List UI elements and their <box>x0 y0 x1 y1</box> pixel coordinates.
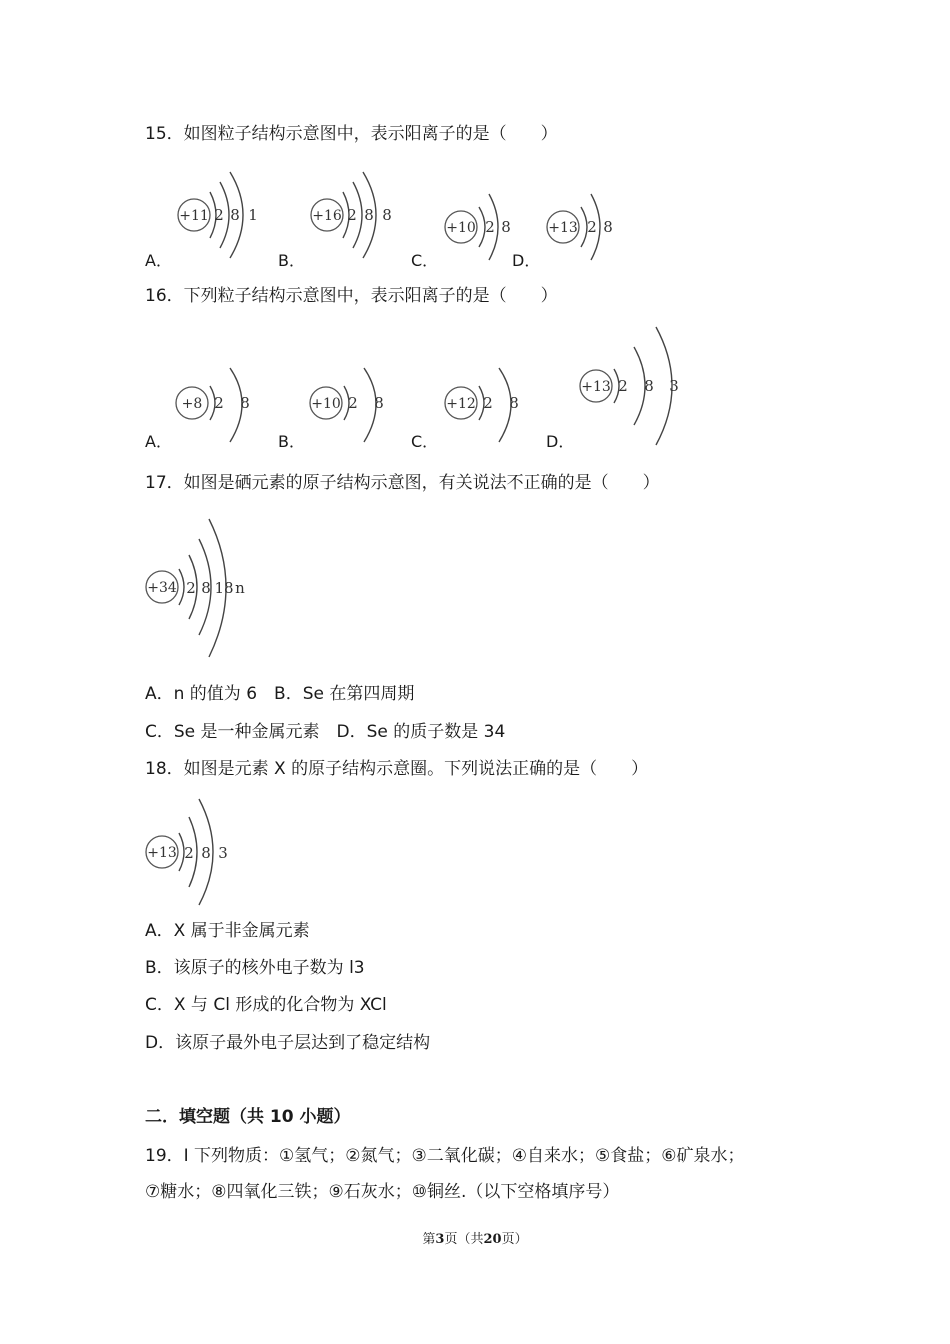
nucleus-charge: +13 <box>548 220 578 236</box>
shell-count: 2 <box>483 394 493 412</box>
shell-count: 8 <box>501 218 511 236</box>
shell-count: 8 <box>201 579 211 597</box>
q17-options-line-2: C．Se 是一种金属元素 D．Se 的质子数是 34 <box>145 722 506 742</box>
shell-count: 8 <box>364 206 374 224</box>
shell-count: 8 <box>603 218 613 236</box>
nucleus-charge: +13 <box>147 845 177 861</box>
shell-count: 2 <box>587 218 597 236</box>
nucleus-charge: +11 <box>179 208 209 224</box>
question-17-stem: 17．如图是硒元素的原子结构示意图，有关说法不正确的是（ ） <box>145 473 660 493</box>
shell-count: 3 <box>218 844 228 862</box>
shell-count: 18 <box>214 579 234 597</box>
q16-option-b-letter: B． <box>278 432 305 451</box>
q16-option-c-letter: C． <box>411 432 439 451</box>
page-footer <box>0 1228 950 1247</box>
q15-diagram-a <box>170 160 290 270</box>
shell-count: 8 <box>240 394 250 412</box>
footer-pre: 第 <box>422 1232 436 1247</box>
shell-count: 3 <box>669 377 679 395</box>
q16-diagram-d <box>576 323 691 448</box>
shell-count: 2 <box>485 218 495 236</box>
question-16-stem: 16．下列粒子结构示意图中，表示阳离子的是（ ） <box>145 286 558 306</box>
nucleus-charge: +12 <box>446 396 476 412</box>
shell-count: 2 <box>214 206 224 224</box>
q15-option-d-letter: D． <box>512 251 541 270</box>
q16-diagram-c <box>441 358 531 448</box>
footer-page-number: 3 <box>435 1232 445 1247</box>
q16-option-a-letter: A． <box>145 432 172 451</box>
shell-count: 2 <box>348 394 358 412</box>
q18-option-c: C．X 与 Cl 形成的化合物为 XCl <box>145 995 387 1015</box>
question-15-stem: 15．如图粒子结构示意图中，表示阳离子的是（ ） <box>145 124 558 144</box>
shell-count: 2 <box>618 377 628 395</box>
q15-option-c-letter: C． <box>411 251 439 270</box>
q17-selenium-diagram <box>143 513 263 663</box>
q18-option-a: A．X 属于非金属元素 <box>145 921 310 941</box>
q18-element-x-diagram <box>143 795 253 910</box>
nucleus-charge: +10 <box>446 220 476 236</box>
nucleus-charge: +34 <box>147 580 177 596</box>
shell-count: 8 <box>230 206 240 224</box>
q15-diagram-b <box>303 160 423 270</box>
shell-count: 2 <box>214 394 224 412</box>
shell-count: 8 <box>374 394 384 412</box>
q16-option-d-letter: D． <box>546 432 575 451</box>
q15-option-a-letter: A． <box>145 251 172 270</box>
nucleus-charge: +10 <box>311 396 341 412</box>
section-heading-fill-in: 二．填空题（共 10 小题） <box>145 1107 351 1127</box>
nucleus-charge: +13 <box>581 379 611 395</box>
shell-count: 2 <box>347 206 357 224</box>
q16-diagram-a <box>172 358 262 448</box>
q16-diagram-b <box>306 358 396 448</box>
q15-option-b-letter: B． <box>278 251 305 270</box>
nucleus-charge: +8 <box>181 396 203 412</box>
shell-count: 2 <box>184 844 194 862</box>
question-19-line-1: 19．I 下列物质：①氢气；②氮气；③二氧化碳；④自来水；⑤食盐；⑥矿泉水； <box>145 1146 745 1166</box>
shell-count: 2 <box>186 579 196 597</box>
q15-diagram-d <box>543 182 633 272</box>
shell-count: n <box>235 579 245 597</box>
footer-post: 页） <box>501 1232 528 1247</box>
shell-count: 8 <box>644 377 654 395</box>
shell-count: 1 <box>248 206 258 224</box>
question-18-stem: 18．如图是元素 X 的原子结构示意圈。下列说法正确的是（ ） <box>145 759 649 779</box>
shell-count: 8 <box>201 844 211 862</box>
q18-option-b: B．该原子的核外电子数为 l3 <box>145 958 365 978</box>
nucleus-charge: +16 <box>312 208 342 224</box>
q17-options-line-1: A．n 的值为 6 B．Se 在第四周期 <box>145 684 415 704</box>
question-19-line-2: ⑦糖水；⑧四氧化三铁；⑨石灰水；⑩铜丝.（以下空格填序号） <box>145 1182 620 1202</box>
q18-option-d: D．该原子最外电子层达到了稳定结构 <box>145 1033 431 1053</box>
shell-count: 8 <box>382 206 392 224</box>
footer-mid: 页（共 <box>444 1232 484 1247</box>
footer-total-pages: 20 <box>483 1232 502 1247</box>
shell-count: 8 <box>509 394 519 412</box>
